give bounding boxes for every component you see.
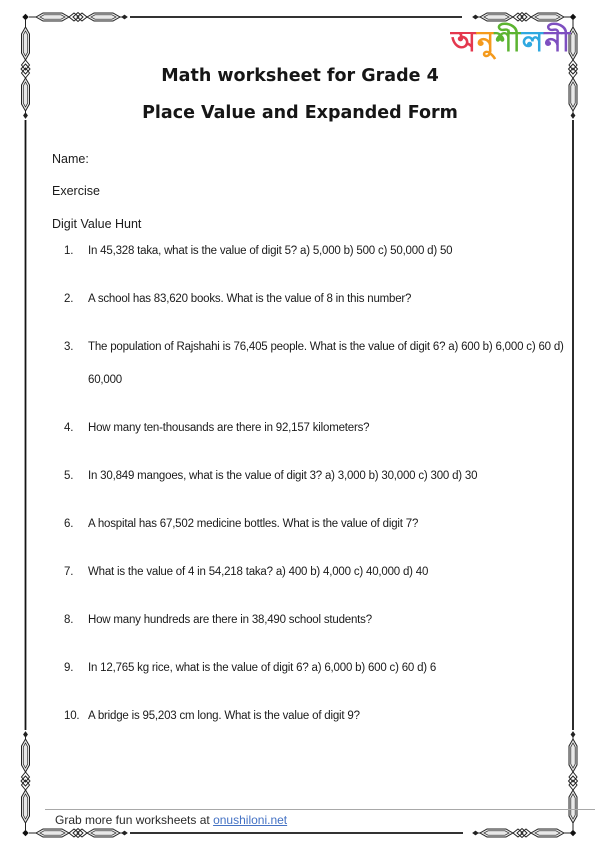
question-number: 10. xyxy=(64,710,80,722)
footer-divider xyxy=(45,809,595,810)
name-label: Name: xyxy=(52,152,89,166)
page-subtitle: Place Value and Expanded Form xyxy=(142,103,458,123)
question-list xyxy=(64,235,570,748)
question-row xyxy=(64,460,570,493)
logo-letter: নী xyxy=(544,24,571,58)
question-text: In 12,765 kg rice, what is the value of digit 6? a) 6,000 b) 600 c) 60 d) 6 xyxy=(88,662,437,674)
question-text: In 30,849 mangoes, what is the value of digit 3? a) 3,000 b) 30,000 c) 300 d) 30 xyxy=(88,470,478,482)
question-row xyxy=(64,283,570,316)
exercise-label: Exercise xyxy=(52,184,100,198)
question-row xyxy=(64,604,570,637)
question-row xyxy=(64,331,570,397)
question-text: The population of Rajshahi is 76,405 people. What is the value of digit 6? a) 600 b) 6,000 c) 60 d) 60,000 xyxy=(88,341,564,386)
question-row xyxy=(64,652,570,685)
question-text: A hospital has 67,502 medicine bottles. What is the value of digit 7? xyxy=(88,518,419,530)
question-row xyxy=(64,556,570,589)
question-row xyxy=(64,412,570,445)
question-number: 3. xyxy=(64,341,74,353)
logo-letter: নু xyxy=(477,24,496,58)
question-text: How many ten-thousands are there in 92,157 kilometers? xyxy=(88,422,370,434)
question-text: How many hundreds are there in 38,490 school students? xyxy=(88,614,372,626)
onushiloni-logo xyxy=(451,21,571,61)
question-row xyxy=(64,700,570,733)
section-title: Digit Value Hunt xyxy=(52,217,142,231)
question-number: 5. xyxy=(64,470,74,482)
logo-letter: ল xyxy=(521,24,545,58)
question-number: 2. xyxy=(64,293,74,305)
question-text: A bridge is 95,203 cm long. What is the value of digit 9? xyxy=(88,710,360,722)
question-row xyxy=(64,235,570,268)
question-text: What is the value of 4 in 54,218 taka? a) 400 b) 4,000 c) 40,000 d) 40 xyxy=(88,566,429,578)
page-title: Math worksheet for Grade 4 xyxy=(161,66,439,86)
footer xyxy=(55,813,287,827)
question-number: 9. xyxy=(64,662,74,674)
footer-text: Grab more fun worksheets at xyxy=(55,813,210,827)
question-row xyxy=(64,508,570,541)
question-number: 7. xyxy=(64,566,74,578)
question-text: A school has 83,620 books. What is the value of 8 in this number? xyxy=(88,293,412,305)
footer-link[interactable]: onushiloni.net xyxy=(213,813,288,827)
logo-letter: অ xyxy=(450,24,477,58)
question-number: 4. xyxy=(64,422,74,434)
question-number: 6. xyxy=(64,518,74,530)
question-text: In 45,328 taka, what is the value of digit 5? a) 5,000 b) 500 c) 50,000 d) 50 xyxy=(88,245,453,257)
question-number: 8. xyxy=(64,614,74,626)
logo-letter: শী xyxy=(495,24,522,58)
question-number: 1. xyxy=(64,245,74,257)
